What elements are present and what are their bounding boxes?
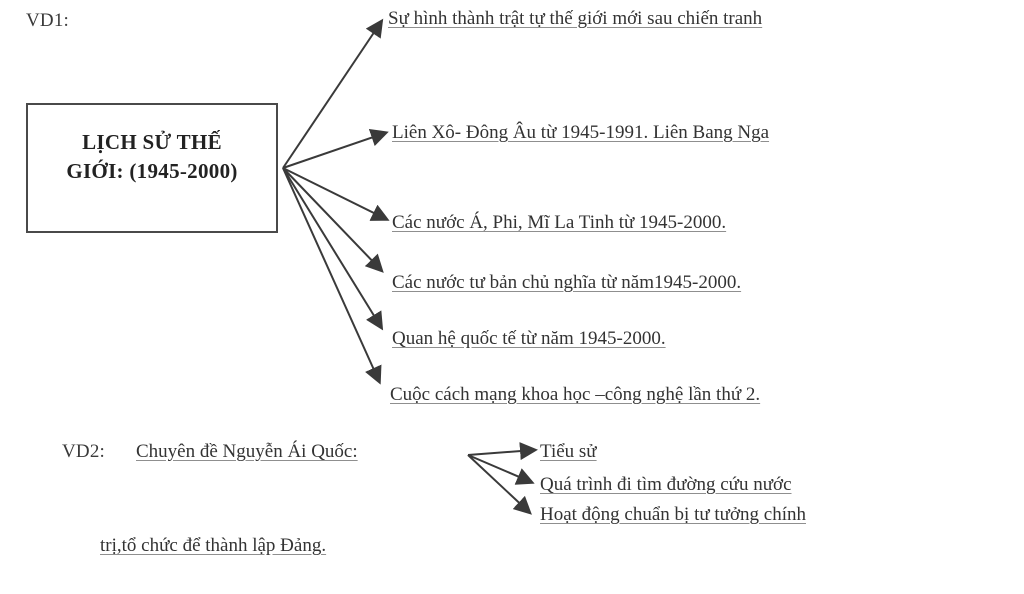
branch-label-3: Các nước Á, Phi, Mĩ La Tinh từ 1945-2000.	[392, 212, 727, 233]
branch-label-2: Liên Xô- Đông Âu từ 1945-1991. Liên Bang Nga	[392, 122, 770, 143]
topic2-item-1: Tiểu sử	[540, 441, 597, 462]
branch-label-4: Các nước tư bản chủ nghĩa từ năm1945-2000.	[392, 272, 742, 293]
topic2-title: Chuyên đề Nguyễn Ái Quốc:	[136, 441, 358, 462]
center-node-box	[26, 103, 278, 233]
center-node-line2: GIỚI: (1945-2000)	[66, 159, 238, 183]
vd2-label: VD2:	[62, 441, 106, 462]
branch-label-1: Sự hình thành trật tự thế giới mới sau chiến tranh	[388, 8, 763, 29]
branch-label-5: Quan hệ quốc tế từ năm 1945-2000.	[392, 328, 666, 349]
vd1-label: VD1:	[26, 10, 70, 31]
topic2-item-2: Quá trình đi tìm đường cứu nước	[540, 474, 792, 495]
topic2-item-3: Hoạt động chuẩn bị tư tưởng chính	[540, 504, 806, 525]
center-node-line1: LỊCH SỬ THẾ	[82, 130, 222, 154]
topic2-continuation: trị,tổ chức để thành lập Đảng.	[100, 535, 327, 556]
branch-label-6: Cuộc cách mạng khoa học –công nghệ lần thứ 2.	[390, 384, 761, 405]
